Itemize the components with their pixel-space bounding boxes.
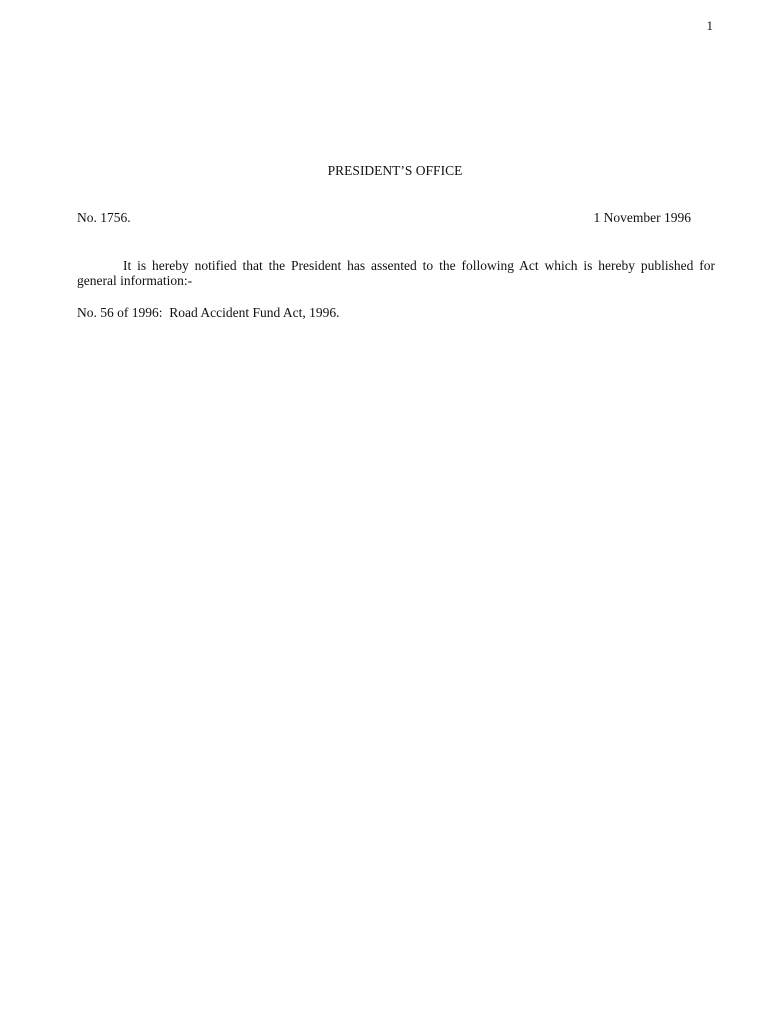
notice-number: No. 1756.	[77, 210, 131, 225]
notice-line	[77, 210, 691, 226]
notice-date: 1 November 1996	[593, 210, 691, 225]
office-heading: PRESIDENT’S OFFICE	[327, 163, 463, 178]
notification-paragraph: It is hereby notified that the President has assented to the following Act which is hereby published for general information:-	[77, 258, 715, 288]
page-number: 1	[706, 18, 713, 33]
act-reference: No. 56 of 1996: Road Accident Fund Act, 1996.	[77, 305, 340, 320]
